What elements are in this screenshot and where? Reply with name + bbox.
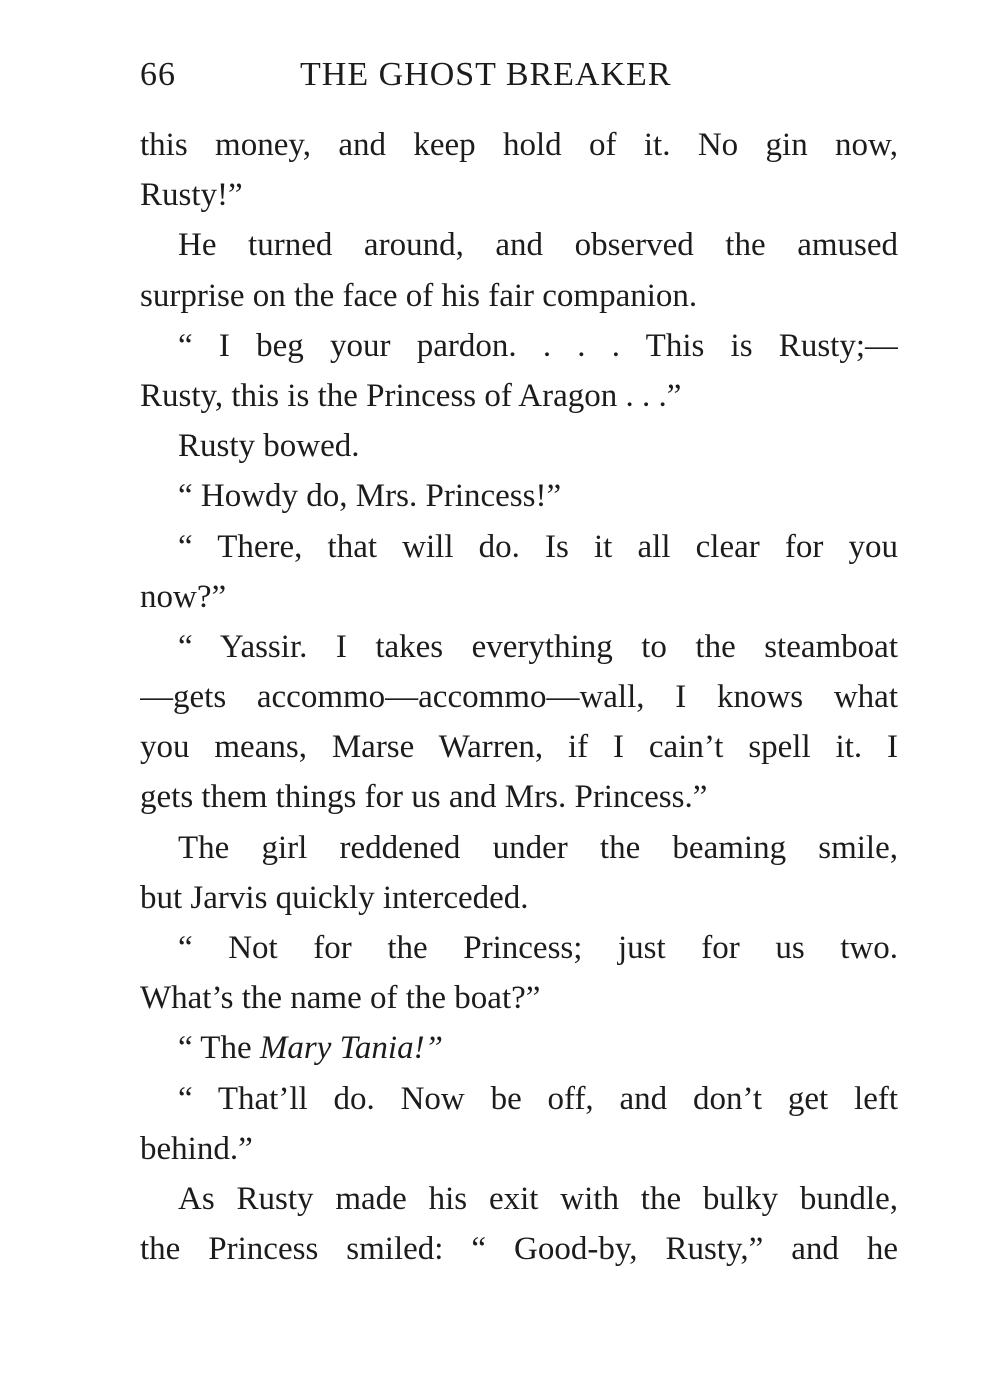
text-line: “ That’ll do. Now be off, and don’t get left [178, 1080, 898, 1117]
text-line: surprise on the face of his fair companion. [140, 277, 698, 314]
running-title: THE GHOST BREAKER [300, 56, 672, 93]
text-line: “ Not for the Princess; just for us two. [178, 930, 898, 966]
text-line: you means, Marse Warren, if I cain’t spell it. I [140, 729, 898, 766]
boat-name: Mary Tania!” [259, 1030, 443, 1067]
text-line: “ I beg your pardon. . . . This is Rusty;— [178, 327, 898, 364]
text-line: Rusty!” [140, 177, 243, 214]
page-header [140, 50, 760, 100]
text-line: “ There, that will do. Is it all clear for you [178, 528, 898, 565]
page-number: 66 [140, 56, 176, 93]
text-line: behind.” [140, 1130, 253, 1167]
text-line: He turned around, and observed the amused [178, 227, 898, 264]
text-line: the Princess smiled: “ Good-by, Rusty,” and he [140, 1231, 898, 1268]
text-line: Rusty, this is the Princess of Aragon . . .” [140, 377, 682, 414]
text-line-lead: “ The [178, 1030, 260, 1067]
text-line: —gets accommo—accommo—wall, I knows what [140, 679, 898, 716]
text-line: “ Yassir. I takes everything to the steamboat [178, 628, 898, 665]
text-line: As Rusty made his exit with the bulky bundle, [178, 1180, 898, 1217]
text-line: this money, and keep hold of it. No gin now, [140, 127, 898, 163]
body-text [140, 120, 898, 1274]
text-line: The girl reddened under the beaming smile, [178, 829, 898, 866]
text-line: but Jarvis quickly interceded. [140, 879, 529, 916]
text-line: gets them things for us and Mrs. Princess.” [140, 779, 708, 816]
text-line: What’s the name of the boat?” [140, 980, 541, 1017]
text-line: now?” [140, 578, 227, 615]
text-line: “ Howdy do, Mrs. Princess!” [178, 478, 562, 515]
text-line: Rusty bowed. [178, 428, 360, 465]
text-line [140, 1023, 898, 1073]
